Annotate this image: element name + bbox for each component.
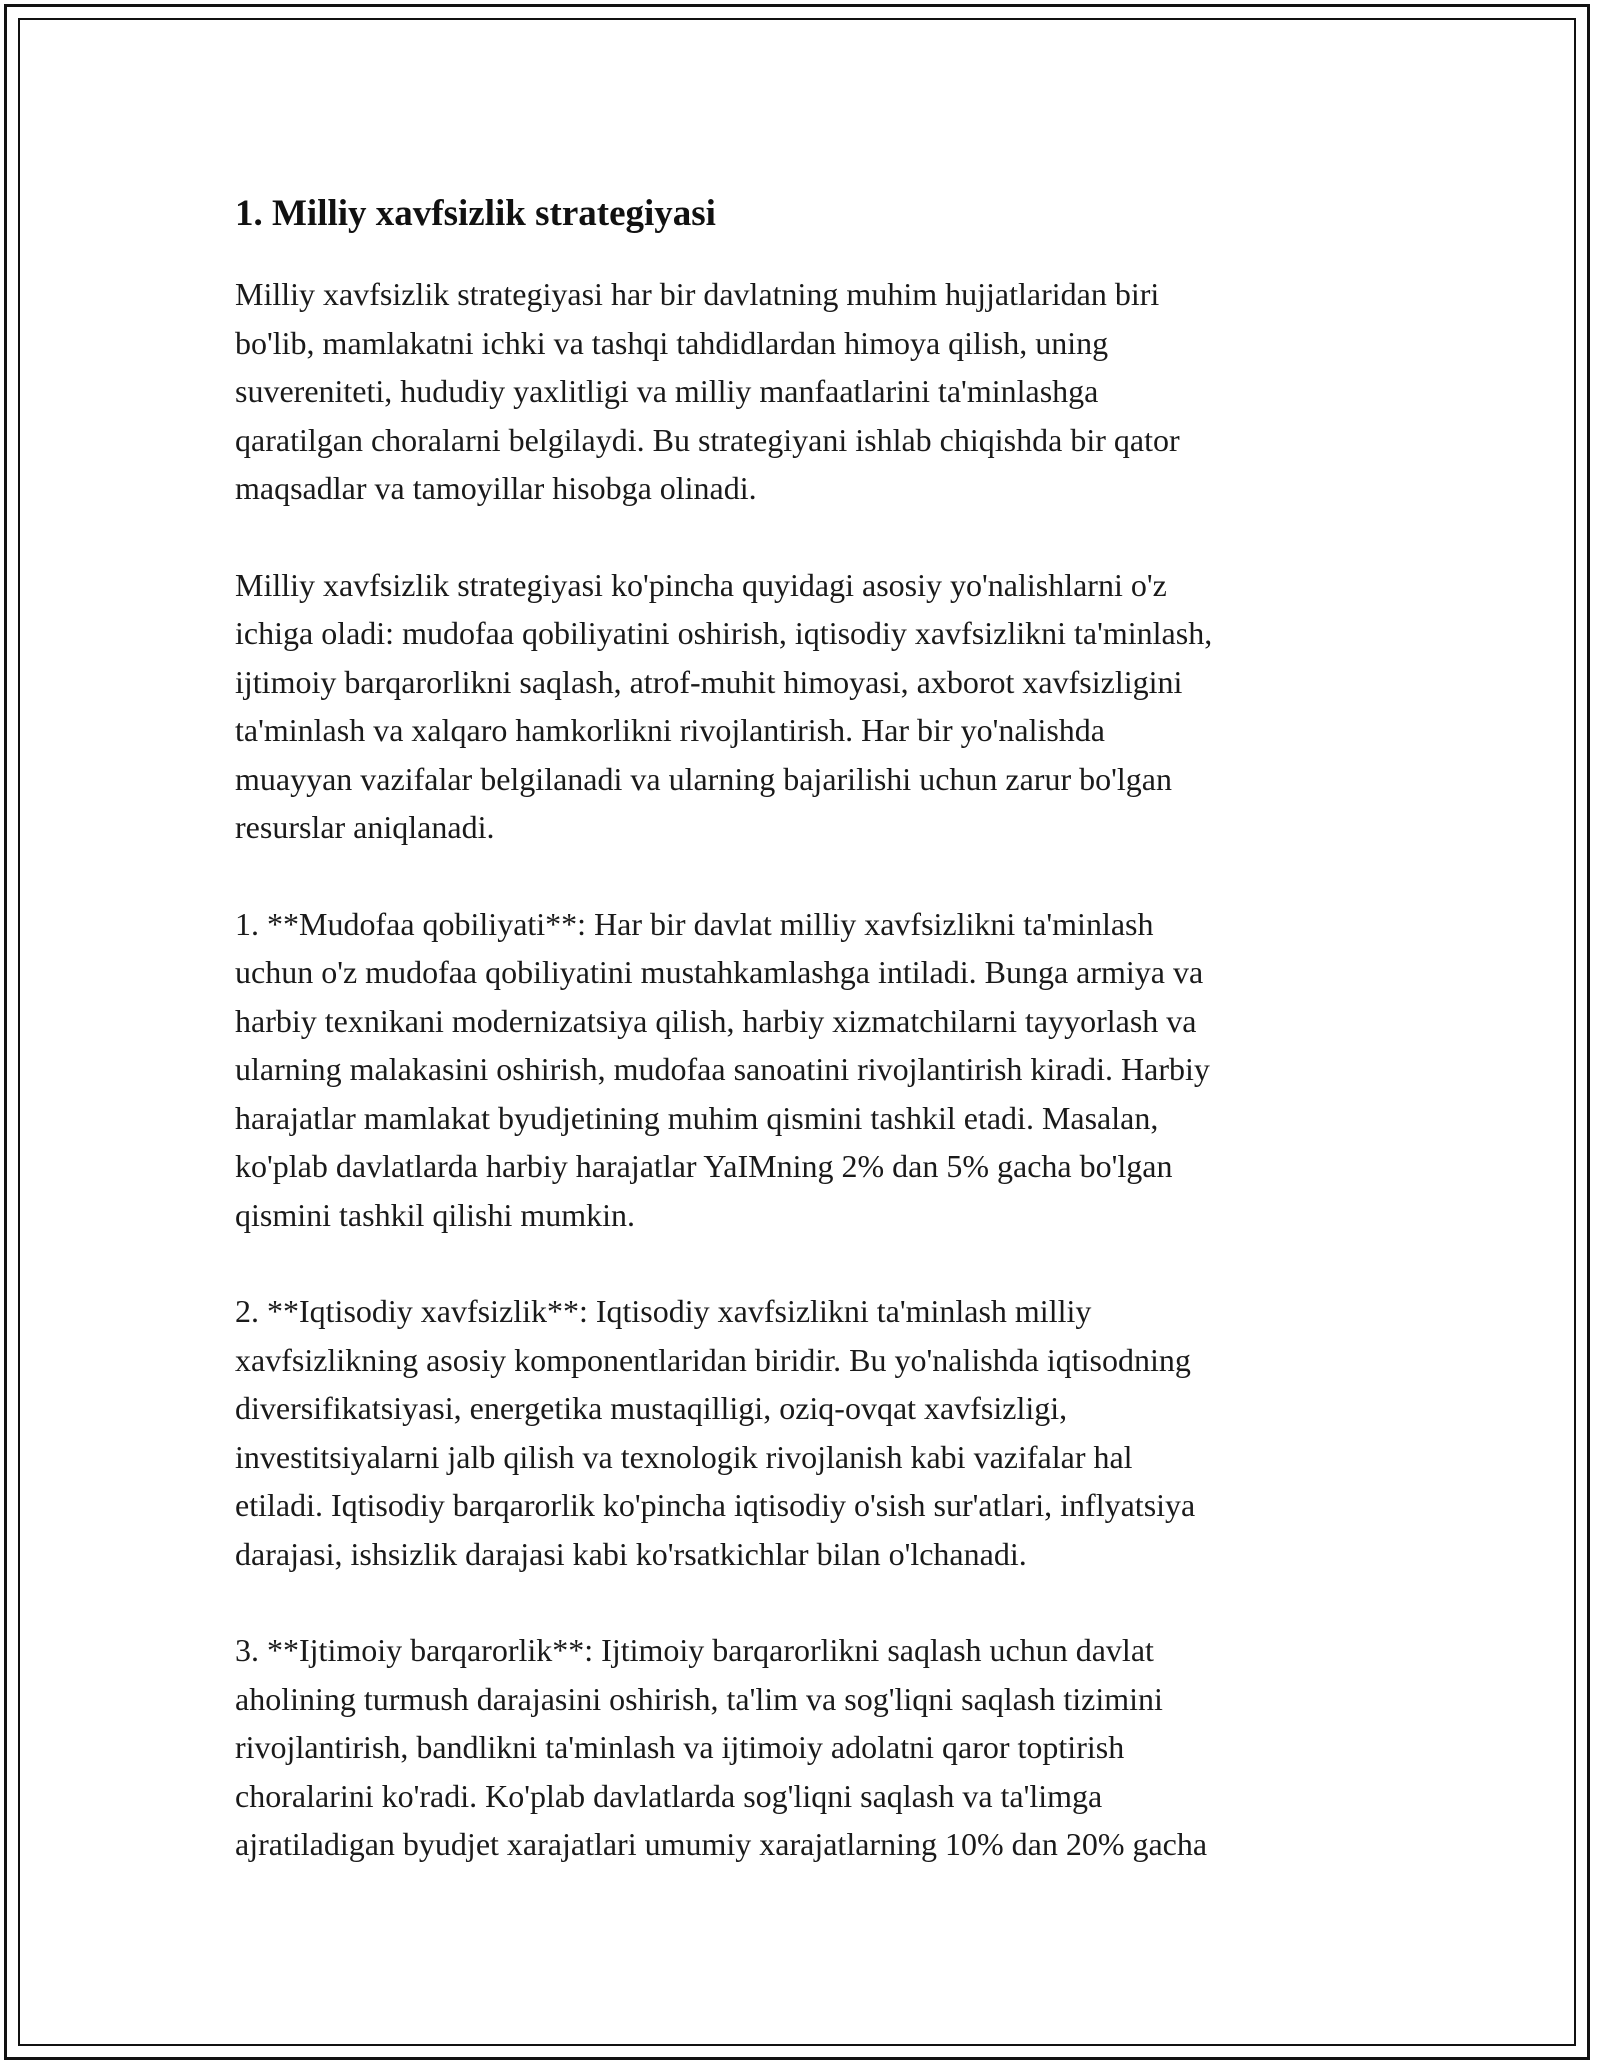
text-line: bo'lib, mamlakatni ichki va tashqi tahdidlardan himoya qilish, uning (235, 324, 1109, 361)
paragraph-economic-security (235, 1287, 1375, 1578)
text-line: ko'plab davlatlarda harbiy harajatlar YaIMning 2% dan 5% gacha bo'lgan (235, 1148, 1173, 1184)
text-line: suvereniteti, hududiy yaxlitligi va milliy manfaatlarini ta'minlashga (235, 373, 1099, 409)
text-line: ta'minlash va xalqaro hamkorlikni rivojlantirish. Har bir yo'nalishda (235, 712, 1105, 748)
text-line: darajasi, ishsizlik darajasi kabi ko'rsatkichlar bilan o'lchanadi. (235, 1535, 1027, 1572)
text-line: maqsadlar va tamoyillar hisobga olinadi. (235, 470, 757, 506)
text-line: resurslar aniqlanadi. (235, 809, 495, 845)
text-line: ijtimoiy barqarorlikni saqlash, atrof-muhit himoyasi, axborot xavfsizligini (235, 663, 1183, 700)
paragraph-intro (235, 270, 1375, 513)
text-line: rivojlantirish, bandlikni ta'minlash va ijtimoiy adolatni qaror toptirish (235, 1729, 1125, 1765)
text-line: Milliy xavfsizlik strategiyasi har bir davlatning muhim hujjatlaridan biri (235, 276, 1160, 312)
text-line: 1. **Mudofaa qobiliyati**: Har bir davlat milliy xavfsizlikni ta'minlash (235, 905, 1154, 942)
text-line: ajratiladigan byudjet xarajatlari umumiy xarajatlarning 10% dan 20% gacha (235, 1826, 1208, 1862)
text-line: Milliy xavfsizlik strategiyasi ko'pincha quyidagi asosiy yo'nalishlarni o'z (235, 566, 1167, 603)
text-line: harbiy texnikani modernizatsiya qilish, harbiy xizmatchilarni tayyorlash va (235, 1002, 1197, 1039)
text-line: diversifikatsiyasi, energetika mustaqilligi, oziq-ovqat xavfsizligi, (235, 1390, 1068, 1426)
text-line: investitsiyalarni jalb qilish va texnologik rivojlanish kabi vazifalar hal (235, 1438, 1133, 1475)
text-line: etiladi. Iqtisodiy barqarorlik ko'pincha iqtisodiy o'sish sur'atlari, inflyatsiya (235, 1487, 1196, 1523)
text-line: qaratilgan choralarni belgilaydi. Bu strategiyani ishlab chiqishda bir qator (235, 421, 1180, 458)
text-line: aholining turmush darajasini oshirish, ta'lim va sog'liqni saqlash tizimini (235, 1680, 1163, 1717)
text-line: harajatlar mamlakat byudjetining muhim qismini tashkil etadi. Masalan, (235, 1099, 1159, 1136)
text-line: qismini tashkil qilishi mumkin. (235, 1196, 636, 1233)
text-line: xavfsizlikning asosiy komponentlaridan biridir. Bu yo'nalishda iqtisodning (235, 1341, 1191, 1378)
paragraph-directions (235, 561, 1375, 852)
text-line: 2. **Iqtisodiy xavfsizlik**: Iqtisodiy xavfsizlikni ta'minlash milliy (235, 1293, 1092, 1329)
document-body (235, 188, 1375, 1917)
paragraph-social-stability (235, 1626, 1375, 1869)
text-line: uchun o'z mudofaa qobiliyatini mustahkamlashga intiladi. Bunga armiya va (235, 954, 1204, 990)
text-line: 3. **Ijtimoiy barqarorlik**: Ijtimoiy barqarorlikni saqlash uchun davlat (235, 1632, 1154, 1668)
paragraph-defense (235, 900, 1375, 1240)
text-line: ichiga oladi: mudofaa qobiliyatini oshirish, iqtisodiy xavfsizlikni ta'minlash, (235, 615, 1213, 651)
text-line: muayyan vazifalar belgilanadi va ularning bajarilishi uchun zarur bo'lgan (235, 760, 1172, 797)
text-line: choralarini ko'radi. Ko'plab davlatlarda sog'liqni saqlash va ta'limga (235, 1777, 1103, 1814)
section-title: 1. Milliy xavfsizlik strategiyasi (235, 193, 716, 234)
text-line: ularning malakasini oshirish, mudofaa sanoatini rivojlantirish kiradi. Harbiy (235, 1051, 1210, 1087)
